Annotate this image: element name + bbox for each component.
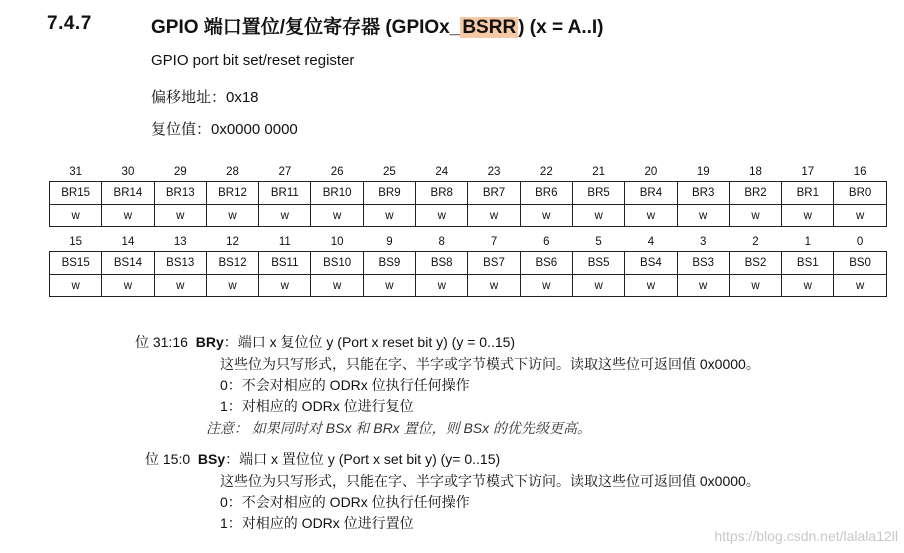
bit-number-cell: 1 — [804, 236, 811, 248]
field-name-row — [50, 252, 887, 275]
bit-number-cell: 18 — [749, 166, 762, 178]
field-cell: BR4 — [625, 182, 677, 205]
access-cell: w — [834, 275, 886, 297]
bit-number-cell: 8 — [438, 236, 445, 248]
access-cell: w — [259, 205, 311, 227]
access-cell: w — [782, 205, 834, 227]
access-cell: w — [468, 205, 520, 227]
field-cell: BS8 — [416, 252, 468, 275]
bit-number-cell: 5 — [595, 236, 602, 248]
access-cell: w — [50, 275, 102, 297]
bit-number-cell: 30 — [121, 166, 135, 178]
field-cell: BR2 — [729, 182, 781, 205]
access-cell: w — [520, 275, 572, 297]
register-table-low — [49, 233, 887, 297]
access-cell: w — [416, 205, 468, 227]
field-cell: BR3 — [677, 182, 729, 205]
watermark: https://blog.csdn.net/lalala12ll — [714, 528, 898, 544]
access-cell: w — [572, 205, 624, 227]
bit-number-cell: 7 — [490, 236, 498, 248]
access-row — [50, 275, 887, 297]
access-cell: w — [154, 205, 206, 227]
bs-description-header — [145, 449, 500, 469]
access-cell: w — [311, 205, 363, 227]
bit-number-cell: 9 — [386, 236, 393, 248]
bit-number-cell: 31 — [69, 166, 83, 178]
field-cell: BS9 — [363, 252, 415, 275]
register-table-high — [49, 163, 887, 227]
bit-number-cell: 15 — [69, 236, 83, 248]
access-cell: w — [311, 275, 363, 297]
access-cell: w — [468, 275, 520, 297]
section-number: 7.4.7 — [47, 13, 92, 34]
bit-number-row — [50, 163, 887, 182]
bit-number-cell: 10 — [330, 236, 344, 248]
bit-number-cell: 6 — [543, 236, 550, 248]
field-cell: BS0 — [834, 252, 886, 275]
access-cell: w — [520, 205, 572, 227]
access-cell: w — [572, 275, 624, 297]
br-line-3: 1：对相应的 ODRx 位进行复位 — [220, 398, 414, 414]
section-title — [151, 12, 604, 39]
field-cell: BR11 — [259, 182, 311, 205]
bit-number-cell: 16 — [853, 166, 867, 178]
bit-number-cell: 3 — [700, 236, 707, 248]
field-cell: BR8 — [416, 182, 468, 205]
br-line-2: 0：不会对相应的 ODRx 位执行任何操作 — [220, 377, 470, 393]
bit-number-cell: 25 — [383, 166, 396, 178]
br-title: ：端口 x 复位位 y (Port x reset bit y) (y = 0..15) — [223, 334, 516, 350]
section-title-highlight: BSRR — [462, 17, 517, 38]
field-cell: BS7 — [468, 252, 520, 275]
field-cell: BR10 — [311, 182, 363, 205]
bit-number-cell: 29 — [173, 166, 187, 178]
access-cell: w — [206, 275, 258, 297]
bit-number-row — [50, 233, 887, 252]
bs-bit-range: 位 15:0 — [145, 451, 191, 467]
br-line-1: 这些位为只写形式，只能在字、半字或字节模式下访问。读取这些位可返回值 0x0000。 — [220, 356, 760, 372]
field-cell: BS5 — [572, 252, 624, 275]
field-cell: BR13 — [154, 182, 206, 205]
field-cell: BS4 — [625, 252, 677, 275]
access-cell: w — [782, 275, 834, 297]
access-cell: w — [363, 205, 415, 227]
field-cell: BR0 — [834, 182, 886, 205]
bit-number-cell: 0 — [856, 236, 864, 248]
bit-number-cell: 22 — [539, 166, 553, 178]
bit-number-cell: 19 — [696, 166, 710, 178]
br-bit-range: 位 31:16 — [135, 334, 188, 350]
access-cell: w — [206, 205, 258, 227]
field-cell: BS1 — [782, 252, 834, 275]
bit-number-cell: 17 — [801, 166, 815, 178]
access-cell: w — [154, 275, 206, 297]
field-cell: BS2 — [729, 252, 781, 275]
bit-number-cell: 14 — [121, 236, 135, 248]
field-name-row — [50, 182, 887, 205]
bs-field-name: BSy — [197, 451, 226, 467]
bit-number-cell: 27 — [278, 166, 292, 178]
bit-number-cell: 23 — [487, 166, 501, 178]
bit-number-cell: 26 — [330, 166, 344, 178]
field-cell: BS3 — [677, 252, 729, 275]
access-cell: w — [416, 275, 468, 297]
access-cell: w — [677, 275, 729, 297]
field-cell: BS14 — [102, 252, 154, 275]
access-cell: w — [102, 275, 154, 297]
access-cell: w — [729, 205, 781, 227]
access-row — [50, 205, 887, 227]
field-cell: BS10 — [311, 252, 363, 275]
bit-number-cell: 24 — [435, 166, 449, 178]
field-cell: BS12 — [206, 252, 258, 275]
bit-number-cell: 2 — [752, 236, 759, 248]
field-cell: BR6 — [520, 182, 572, 205]
access-cell: w — [50, 205, 102, 227]
br-note: 注意： 如果同时对 BSx 和 BRx 置位，则 BSx 的优先级更高。 — [206, 420, 592, 436]
bs-title: ：端口 x 置位位 y (Port x set bit y) (y= 0..15) — [225, 451, 501, 467]
bit-number-cell: 20 — [644, 166, 658, 178]
bit-number-cell: 12 — [226, 236, 239, 248]
field-cell: BS13 — [154, 252, 206, 275]
bs-line-1: 这些位为只写形式，只能在字、半字或字节模式下访问。读取这些位可返回值 0x0000。 — [220, 473, 760, 489]
access-cell: w — [834, 205, 886, 227]
access-cell: w — [625, 275, 677, 297]
br-field-name: BRy — [195, 334, 224, 350]
access-cell: w — [729, 275, 781, 297]
access-cell: w — [625, 205, 677, 227]
bit-number-cell: 28 — [226, 166, 239, 178]
field-cell: BR12 — [206, 182, 258, 205]
field-cell: BR7 — [468, 182, 520, 205]
access-cell: w — [363, 275, 415, 297]
section-subtitle: GPIO port bit set/reset register — [151, 52, 355, 69]
section-title-suffix: ) (x = A..I) — [518, 17, 604, 38]
field-cell: BS15 — [50, 252, 102, 275]
br-description-header — [135, 332, 515, 352]
field-cell: BR14 — [102, 182, 154, 205]
reset-value: 复位值：0x0000 0000 — [151, 121, 298, 138]
field-cell: BS6 — [520, 252, 572, 275]
field-cell: BS11 — [259, 252, 311, 275]
bit-number-cell: 13 — [173, 236, 187, 248]
access-cell: w — [259, 275, 311, 297]
bs-line-2: 0：不会对相应的 ODRx 位执行任何操作 — [220, 494, 470, 510]
access-cell: w — [102, 205, 154, 227]
access-cell: w — [677, 205, 729, 227]
bit-number-cell: 4 — [647, 236, 655, 248]
offset-address: 偏移地址：0x18 — [151, 89, 259, 106]
bit-number-cell: 21 — [592, 166, 606, 178]
bit-number-cell: 11 — [278, 236, 291, 248]
field-cell: BR1 — [782, 182, 834, 205]
field-cell: BR9 — [363, 182, 415, 205]
field-cell: BR5 — [572, 182, 624, 205]
bs-line-3: 1：对相应的 ODRx 位进行置位 — [220, 515, 414, 531]
section-title-prefix: GPIO 端口置位/复位寄存器 (GPIOx_ — [151, 17, 461, 38]
field-cell: BR15 — [50, 182, 102, 205]
